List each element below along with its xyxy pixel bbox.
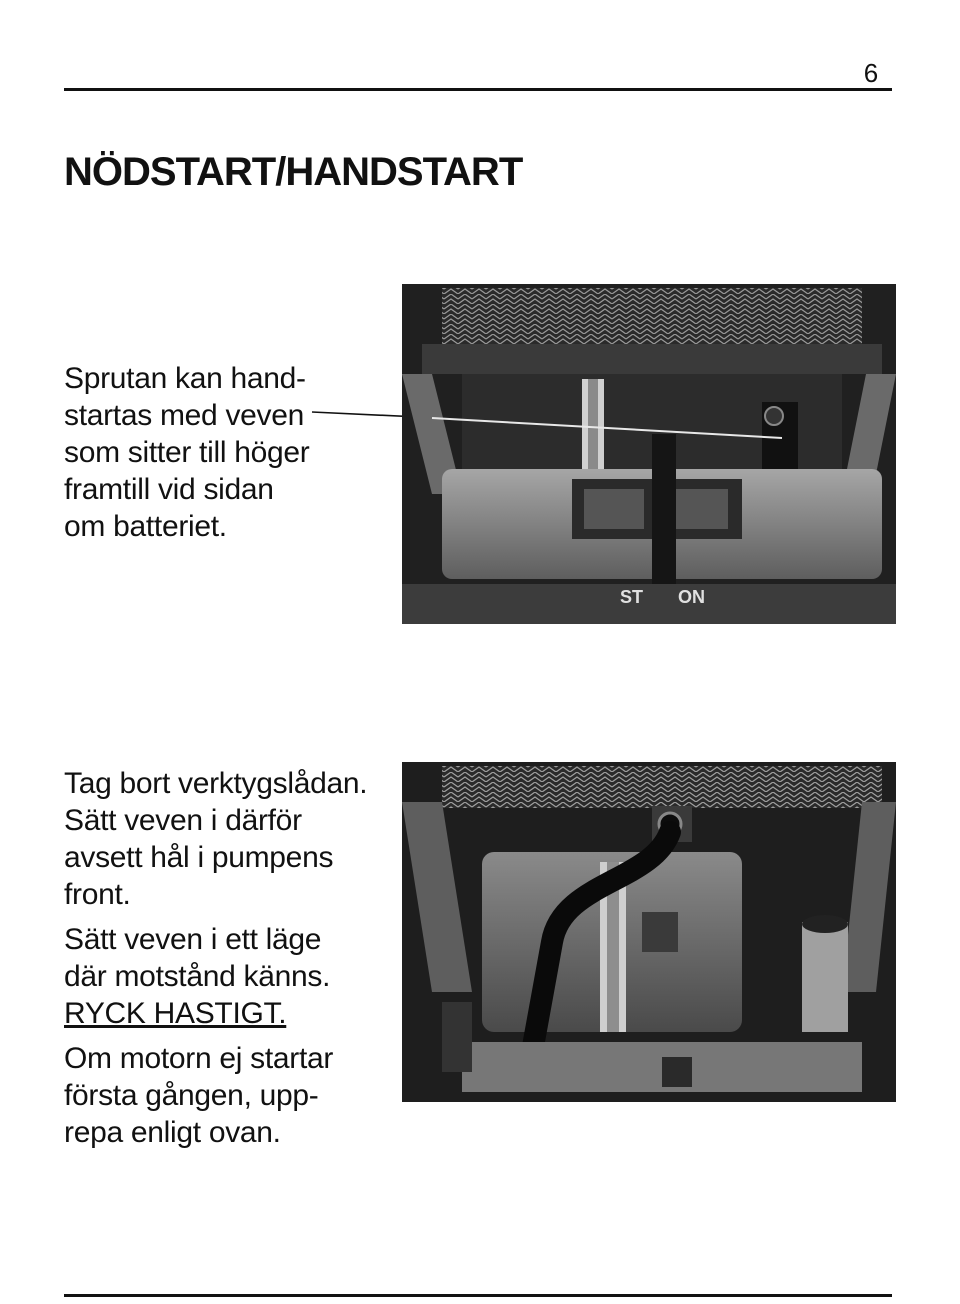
instruction-line: front. <box>64 878 131 911</box>
header-rule <box>64 88 892 91</box>
instruction-line: Tag bort verktygslådan. <box>64 767 368 800</box>
switch-label-st: ST <box>620 587 644 607</box>
instruction-line: repa enligt ovan. <box>64 1116 281 1149</box>
intro-line: Sprutan kan hand- <box>64 362 306 395</box>
intro-text <box>64 360 394 545</box>
emphasis-line: RYCK HASTIGT. <box>64 997 287 1030</box>
switch-label-on: ON <box>678 587 705 607</box>
instruction-line: avsett hål i pumpens <box>64 841 334 874</box>
intro-line: startas med veven <box>64 399 305 432</box>
engine-photo-crank-stored <box>402 284 896 624</box>
instructions-text <box>64 765 394 1151</box>
intro-line: framtill vid sidan <box>64 473 274 506</box>
intro-line: som sitter till höger <box>64 436 310 469</box>
instruction-line: Sätt veven i ett läge <box>64 923 322 956</box>
instruction-line: Om motorn ej startar <box>64 1042 334 1075</box>
footer-rule <box>64 1294 892 1297</box>
intro-line: om batteriet. <box>64 510 227 543</box>
instruction-line: första gången, upp- <box>64 1079 319 1112</box>
instruction-line: där motstånd känns. <box>64 960 331 993</box>
instruction-line: Sätt veven i därför <box>64 804 302 837</box>
engine-photo-crank-inserted <box>402 762 896 1102</box>
page-number: 6 <box>863 58 879 88</box>
page-title: NÖDSTART/HANDSTART <box>64 150 523 194</box>
